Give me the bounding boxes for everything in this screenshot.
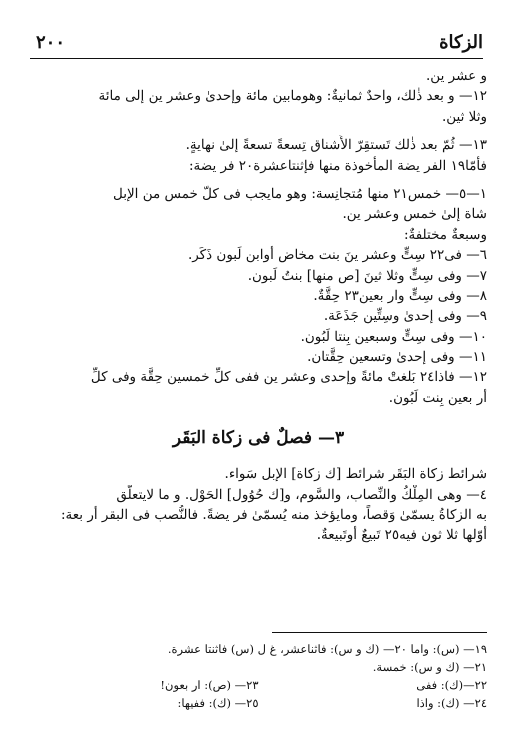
text-line: أوّلها ثلا ثون فيه٢٥ تَبيعٌ أوتَبيعةٌ. <box>316 527 487 544</box>
text-line: ٦— فى٢٢ سِتٍّ وعشر ينَ بنت مخاض أوابن لَبون ذَكَر. <box>187 247 487 264</box>
footnote-row <box>30 695 487 713</box>
text-line: ٤— وهى المِلْكُ والنِّصاب، والسَّوم، و[ك حُوُول] الحَوْل. و ما لايتعلّق <box>116 486 487 503</box>
footnotes <box>30 632 487 713</box>
text-line: ١—٥— خمس٢١ منها مُتجانِسة: وهو مايجب فى كلّ خمس من الإبل <box>112 185 487 202</box>
footnote-entry: ٢٥— (ك): ففيها: <box>177 696 259 710</box>
text-line: ٧— وفى سِتٍّ وثلا ثينَ [ص منها] بنتُ لَبون. <box>247 267 487 284</box>
footnote-line: ١٩— (س): واما ٢٠— (ك و س): فاثناعشر، غ ل (س) فاثنتا عشرة. <box>167 642 487 656</box>
text-line: و عشر ين. <box>426 68 487 84</box>
text-line: ١١— وفى إحدىٰ وتسعين حِقَّتان. <box>307 349 487 366</box>
text-line: ١٣— ثُمّ بعد ذٰلك تَستقِرّ الأَشناق تِسعةً تسعةً إلىٰ نهايةٍ. <box>185 137 487 154</box>
footnote-entry: ٢٤— (ك): واذا <box>416 696 487 710</box>
text-line: شرائط زكاة البَقَر شرائط [ك زكاة] الإبل سَواء. <box>224 466 487 483</box>
section-heading: ٣— فصلٌ فى زكاة البَقَر <box>172 428 345 449</box>
footnote-entry: ٢٢—(ك): ففى <box>416 678 487 692</box>
footnote-row <box>30 677 487 695</box>
text-line: ١٢— فاذا٢٤ بَلغتْ مائةً وإحدى وعشر ين ففى كلِّ خمسين حِقَّة وفى كلِّ <box>90 369 487 386</box>
main-text <box>30 66 487 546</box>
footnote-line: ٢١— (ك و س): خمسة. <box>372 660 487 674</box>
running-title: الزكاة <box>439 32 483 53</box>
text-line: أر بعين بِنت لَبُون. <box>388 389 487 406</box>
text-line: ٩— وفى إحدىٰ وسِتِّين جَذَعَة. <box>323 308 487 325</box>
text-line: ١٠— وفى سِتٍّ وسبعين بِنتا لَبُون. <box>300 328 487 345</box>
text-line: وثلا ثين. <box>441 108 487 125</box>
text-line: شاة إلىٰ خمس وعشر ين. <box>342 206 487 223</box>
text-line: فأمّا١٩ الفر يضة المأخوذة منها فإثنتاعشرة٢٠ فر يضة: <box>188 157 487 174</box>
text-line: ١٢— و بعد ذٰلك، واحدٌ ثمانيةٌ: وهومابين مائة وإحدىٰ وعشر ين إلى مائة <box>98 88 487 105</box>
footnote-divider <box>272 632 487 633</box>
page-number: ٢٠٠ <box>36 32 66 53</box>
text-line: وسبعةٌ مختلفةٌ: <box>403 226 487 243</box>
text-line: ٨— وفى سِتٍّ وار بعين٢٣ حِقَّةٌ. <box>313 287 487 304</box>
page-header <box>30 30 483 59</box>
footnote-entry: ٢٣— (ص): ار بعون! <box>160 678 259 692</box>
text-line: به الزكاةُ يسمّىٰ وَقصاً، ومايؤخذ منه يُسمّىٰ فر يضةً. فالنُّصب فى البقر أر بعة: <box>60 507 487 524</box>
